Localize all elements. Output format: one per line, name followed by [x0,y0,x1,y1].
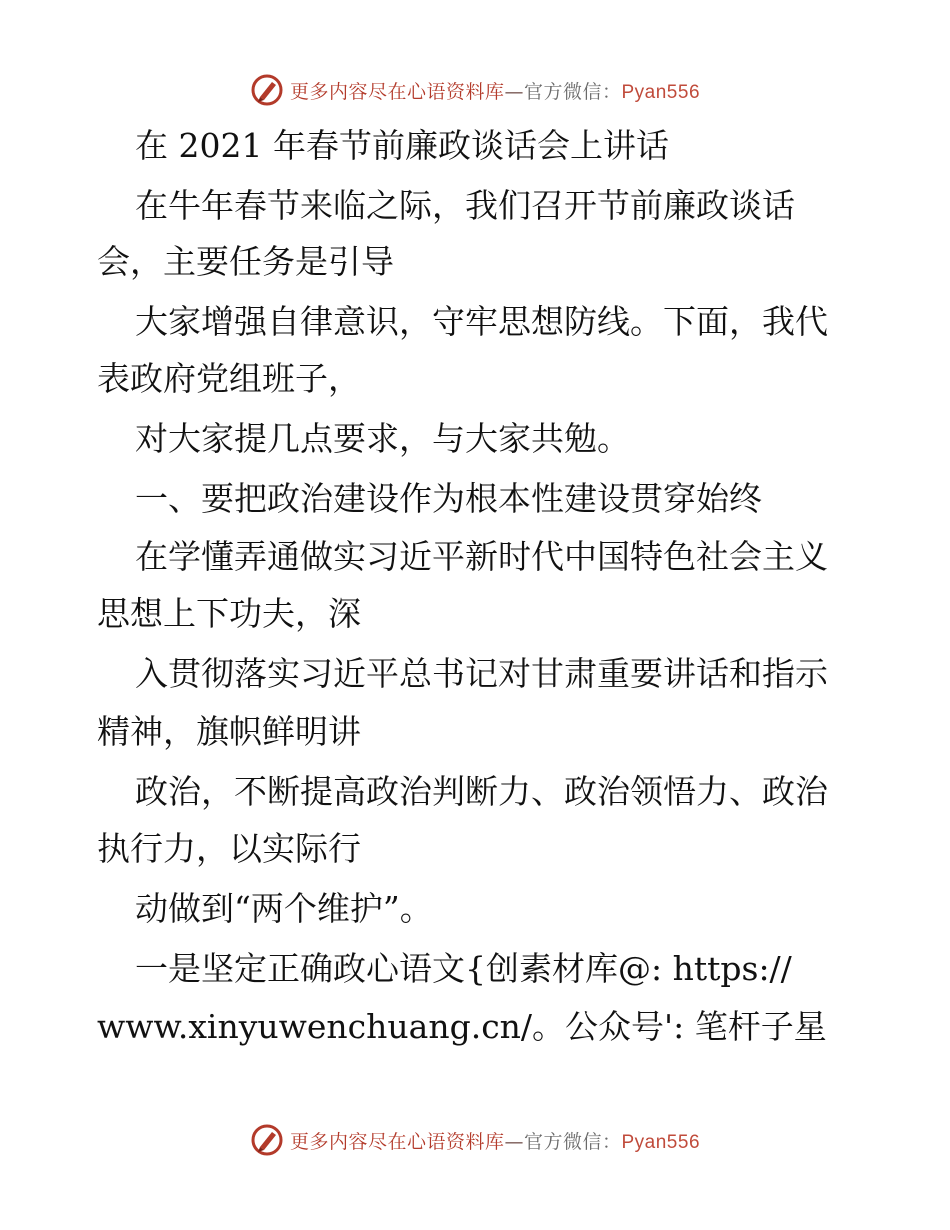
paragraph-line: 思想上下功夫，深 [97,594,361,633]
paragraph-line: 表政府党组班子， [97,359,361,398]
paragraph-line: 大家增强自律意识，守牢思想防线。下面，我代 [135,302,828,341]
paragraph-line: www.xinyuwenchuang.cn/。公众号': 笔杆子星 [97,1007,827,1046]
document-title: 在 2021 年春节前廉政谈话会上讲话 [135,126,669,165]
watermark-wechat-id: Pyan556 [621,81,701,103]
paragraph-line: 精神，旗帜鲜明讲 [97,712,361,751]
pen-logo-icon [250,1123,284,1157]
watermark-text [290,77,700,104]
watermark-main: 更多内容尽在心语资料库 [289,80,505,103]
watermark-wechat-label: 官方微信： [523,80,622,103]
paragraph-line: 入贯彻落实习近平总书记对甘肃重要讲话和指示 [135,654,828,693]
paragraph-line: 在学懂弄通做实习近平新时代中国特色社会主义 [135,537,828,576]
watermark-wechat-label: 官方微信： [523,1130,622,1153]
watermark-separator: — [504,80,524,103]
paragraph-line: 一是坚定正确政心语文{创素材库@: https:// [135,949,792,988]
paragraph-line: 执行力，以实际行 [97,829,361,868]
paragraph-line: 动做到“两个维护”。 [135,889,433,928]
paragraph-line: 会，主要任务是引导 [97,242,394,281]
watermark-text [290,1127,700,1154]
section-heading: 一、要把政治建设作为根本性建设贯穿始终 [135,479,762,518]
pen-logo-icon [250,73,284,107]
paragraph-line: 政治，不断提高政治判断力、政治领悟力、政治 [135,772,828,811]
paragraph-line: 对大家提几点要求，与大家共勉。 [135,419,630,458]
watermark-wechat-id: Pyan556 [621,1131,701,1153]
watermark-main: 更多内容尽在心语资料库 [289,1130,505,1153]
watermark-separator: — [504,1130,524,1153]
header-watermark-banner [0,70,950,110]
footer-watermark-banner [0,1120,950,1160]
paragraph-line: 在牛年春节来临之际，我们召开节前廉政谈话 [135,186,795,225]
